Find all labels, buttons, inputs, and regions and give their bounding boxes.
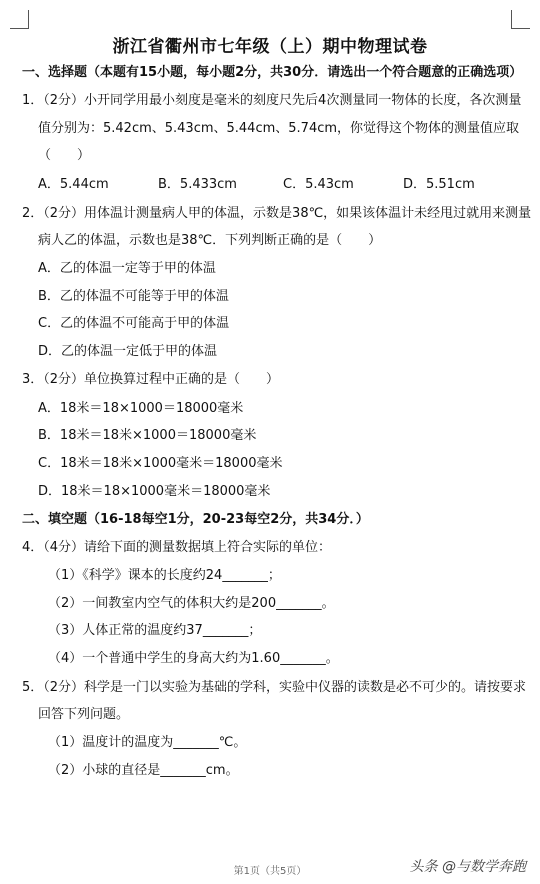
q4-sub-4: （4）一个普通中学生的身高大约为1.60_______。 [48, 651, 339, 666]
q5-line-1: 5．（2分）科学是一门以实验为基础的学科，实验中仪器的读数是必不可少的。请按要求 [22, 680, 527, 695]
q1-option-d: D．5.51cm [403, 177, 475, 192]
q2-line-1: 2．（2分）用体温计测量病人甲的体温，示数是38℃，如果该体温计未经甩过就用来测量 [22, 206, 532, 221]
q5-sub-2: （2）小球的直径是_______cm。 [48, 763, 239, 778]
q5-sub-1: （1）温度计的温度为_______℃。 [48, 735, 247, 750]
section-heading-fill: 二、填空题（16-18每空1分，20-23每空2分，共34分．） [22, 512, 369, 527]
page-title: 浙江省衢州市七年级（上）期中物理试卷 [112, 37, 428, 57]
q1-line-2: 值分别为：5.42cm、5.43cm、5.44cm、5.74cm，你觉得这个物体的测量值应取 [38, 121, 520, 136]
q2-option-c: C．乙的体温不可能高于甲的体温 [38, 316, 230, 331]
q3-option-d: D．18米＝18×1000毫米＝18000毫米 [38, 484, 271, 499]
crop-mark-top-right [511, 10, 530, 29]
page-footer: 第1页（共5页） [233, 866, 307, 877]
q3-line-1: 3．（2分）单位换算过程中正确的是（ ） [22, 372, 280, 387]
q4-sub-3: （3）人体正常的温度约37_______； [48, 623, 262, 638]
watermark [410, 856, 526, 876]
q5-line-2: 回答下列问题。 [38, 707, 130, 722]
q2-option-d: D．乙的体温一定低于甲的体温 [38, 344, 218, 359]
q4-line-1: 4．（4分）请给下面的测量数据填上符合实际的单位： [22, 540, 332, 555]
watermark-text: 头条 @与数学奔跑 [409, 859, 526, 875]
q1-option-a: A．5.44cm [38, 177, 109, 192]
q3-option-b: B．18米＝18米×1000＝18000毫米 [38, 428, 257, 443]
q4-sub-2: （2）一间教室内空气的体积大约是200_______。 [48, 596, 335, 611]
q3-option-c: C．18米＝18米×1000毫米＝18000毫米 [38, 456, 283, 471]
q2-line-2: 病人乙的体温，示数也是38℃．下列判断正确的是（ ） [38, 233, 382, 248]
q2-option-a: A．乙的体温一定等于甲的体温 [38, 261, 216, 276]
q4-sub-1: （1）《科学》课本的长度约24_______； [48, 568, 281, 583]
q1-option-c: C．5.43cm [283, 177, 354, 192]
q3-option-a: A．18米＝18×1000＝18000毫米 [38, 401, 244, 416]
section-heading-choice: 一、选择题（本题有15小题，每小题2分，共30分．请选出一个符合题意的正确选项） [22, 65, 523, 80]
q2-option-b: B．乙的体温不可能等于甲的体温 [38, 289, 229, 304]
q1-line-3: （ ） [38, 148, 91, 163]
q1-line-1: 1．（2分）小开同学用最小刻度是毫米的刻度尺先后4次测量同一物体的长度，各次测量 [22, 93, 522, 108]
q1-option-b: B．5.433cm [158, 177, 237, 192]
crop-mark-top-left [10, 10, 29, 29]
